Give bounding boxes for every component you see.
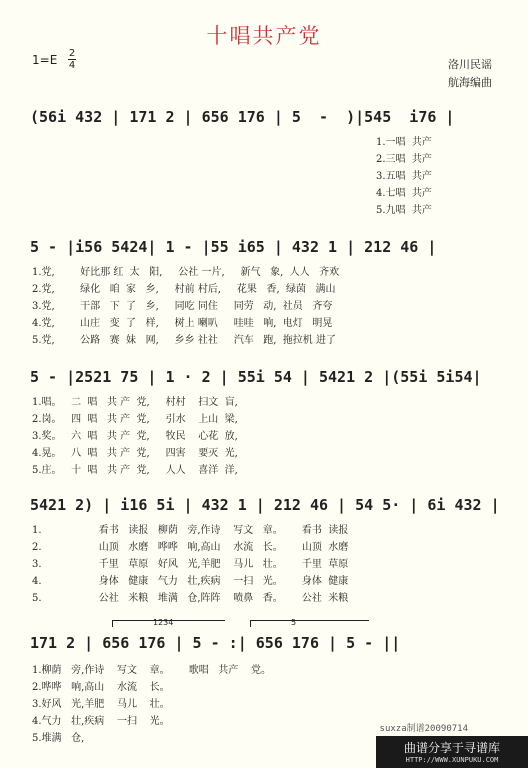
notation-row-3: 5 - |2521 75 | 1 · 2 | 55i 54 | 5421 2 |(55i 5i54|	[30, 368, 482, 386]
lyric-line: 4. 身体 健康 气力 壮,疾病 一扫 光。 身体 健康	[32, 576, 349, 587]
lyric-line: 5.堆满 仓,	[32, 733, 85, 744]
lyric-line: 5.庄。 十 唱 共 产 党, 人人 喜洋 洋,	[32, 465, 238, 476]
lyrics-block-2	[32, 264, 339, 349]
lyric-line: 2. 山顶 水磨 哗哗 响,高山 水流 长。 山顶 水磨	[32, 542, 349, 553]
lyrics-block-3	[32, 394, 238, 479]
lyric-line: 1.柳荫 旁,作诗 写文 章。 歌唱 共产 党。	[32, 665, 272, 676]
lyric-line: 3.奖。 六 唱 共 产 党, 牧民 心花 放,	[32, 431, 238, 442]
lyric-line: 4.晃。 八 唱 共 产 党, 四害 要灭 光,	[32, 448, 238, 459]
watermark-url: HTTP://WWW.XUNPUKU.COM	[405, 756, 499, 764]
lyric-line: 1.唱。 二 唱 共 产 党, 村村 扫文 盲,	[32, 397, 238, 408]
volta-bracket-2	[250, 620, 369, 627]
credit-source: 洛川民谣	[448, 58, 492, 71]
verse-intro-5: 5.九唱 共产	[376, 205, 432, 216]
lyric-line: 5.党, 公路 赛 妹 网, 乡乡 社社 汽车 跑, 拖拉机 进了	[32, 335, 336, 346]
transcriber-signature: suxza制谱20090714	[379, 724, 468, 734]
volta-label-2: 5	[291, 618, 297, 627]
verse-intro-1: 1.一唱 共产	[376, 137, 432, 148]
lyric-line: 2.岗。 四 唱 共 产 党, 引水 上山 梁,	[32, 414, 238, 425]
volta-label-1: 1234	[153, 618, 174, 627]
watermark-text: 曲谱分享于寻谱库	[403, 741, 500, 755]
lyric-line: 1. 看书 读报 柳荫 旁,作诗 写文 章。 看书 读报	[32, 525, 349, 536]
lyrics-block-4	[32, 522, 348, 607]
notation-row-5: 171 2 | 656 176 | 5 - :| 656 176 | 5 - ||	[30, 634, 401, 652]
song-title: 十唱共产党	[206, 24, 322, 48]
lyric-line: 5. 公社 米粮 堆满 仓,阵阵 喷鼻 香。 公社 米粮	[32, 593, 349, 604]
lyric-line: 4.气力 壮,疾病 一扫 光。	[32, 716, 170, 727]
notation-row-1: (56i 432 | 171 2 | 656 176 | 5 - )|545 i76 |	[30, 108, 455, 126]
time-signature	[68, 48, 76, 71]
lyric-line: 3.好风 光,羊肥 马儿 壮。	[32, 699, 170, 710]
lyric-line: 4.党, 山庄 变 了 样, 树上 喇叭 哇哇 响, 电灯 明晃	[32, 318, 333, 329]
credit-arranger: 航海编曲	[448, 76, 492, 89]
verse-intro-3: 3.五唱 共产	[376, 171, 432, 182]
time-bottom: 4	[68, 60, 76, 71]
verse-intro-2: 2.三唱 共产	[376, 154, 432, 165]
lyric-line: 2.党, 绿化 咱 家 乡, 村前 村后, 花果 香, 绿茵 满山	[32, 284, 336, 295]
volta-bracket-1	[112, 620, 225, 627]
notation-row-4: 5421 2) | i16 5i | 432 1 | 212 46 | 54 5· | 6i 432 |	[30, 496, 500, 514]
lyric-line: 1.党, 好比那 红 太 阳, 公社 一片, 新气 象, 人人 齐欢	[32, 267, 340, 278]
lyric-line: 3. 千里 草原 好风 光,羊肥 马儿 壮。 千里 草原	[32, 559, 349, 570]
lyric-line: 2.哗哗 响,高山 水流 长。	[32, 682, 170, 693]
time-top: 2	[68, 48, 76, 59]
lyric-line: 3.党, 干部 下 了 乡, 同吃 同住 同劳 动, 社员 齐夸	[32, 301, 333, 312]
watermark-banner	[376, 736, 528, 768]
notation-row-2: 5 - |i56 5424| 1 - |55 i65 | 432 1 | 212 46 |	[30, 238, 437, 256]
verse-intro	[376, 134, 432, 219]
lyrics-block-5	[32, 662, 271, 747]
verse-intro-4: 4.七唱 共产	[376, 188, 432, 199]
key-signature: 1=E	[32, 53, 58, 67]
